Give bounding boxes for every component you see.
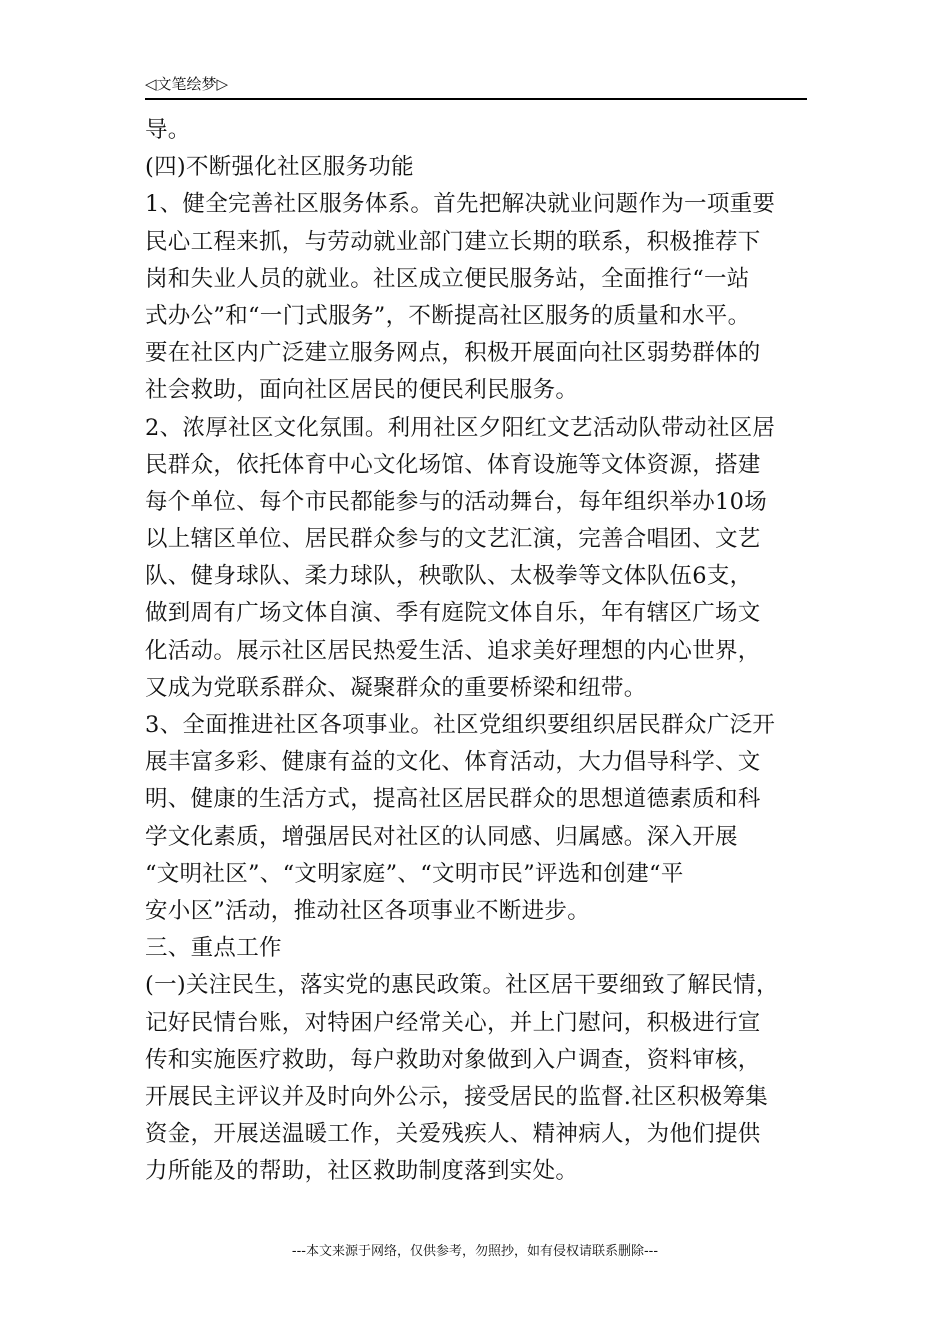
section-heading: (四)不断强化社区服务功能 [145, 154, 414, 181]
body-line: 开展民主评议并及时向外公示，接受居民的监督.社区积极筹集 [145, 1083, 769, 1110]
body-line: 明、健康的生活方式，提高社区居民群众的思想道德素质和科 [145, 786, 761, 813]
section-heading: 三、重点工作 [145, 935, 282, 962]
body-line: “文明社区”、“文明家庭”、“文明市民”评选和创建“平 [145, 860, 684, 887]
body-line: 学文化素质，增强居民对社区的认同感、归属感。深入开展 [145, 823, 738, 850]
body-line: 导。 [145, 117, 191, 143]
body-line: 资金，开展送温暖工作，关爱残疾人、精神病人，为他们提供 [145, 1121, 761, 1148]
body-line: 化活动。展示社区居民热爱生活、追求美好理想的内心世界， [145, 637, 761, 664]
body-line: 安小区”活动，推动社区各项事业不断进步。 [145, 897, 591, 924]
body-line: 每个单位、每个市民都能参与的活动舞台，每年组织举办10场 [145, 488, 768, 515]
page-header [145, 74, 807, 100]
body-line: 要在社区内广泛建立服务网点，积极开展面向社区弱势群体的 [145, 340, 761, 367]
page-footer: ---本文来源于网络，仅供参考，勿照抄，如有侵权请联系删除--- [291, 1244, 659, 1259]
body-line: 做到周有广场文体自演、季有庭院文体自乐，年有辖区广场文 [145, 600, 761, 627]
body-line: 传和实施医疗救助，每户救助对象做到入户调查，资料审核， [145, 1046, 761, 1073]
body-line: 民心工程来抓，与劳动就业部门建立长期的联系，积极推荐下 [145, 228, 761, 255]
body-line: 式办公”和“一门式服务”，不断提高社区服务的质量和水平。 [145, 302, 751, 329]
body-line: 以上辖区单位、居民群众参与的文艺汇演，完善合唱团、文艺 [145, 526, 761, 553]
document-body [145, 112, 807, 1190]
body-line: 岗和失业人员的就业。社区成立便民服务站，全面推行“一站 [145, 265, 750, 292]
body-line: 又成为党联系群众、凝聚群众的重要桥梁和纽带。 [145, 674, 647, 701]
body-line: 2、浓厚社区文化氛围。利用社区夕阳红文艺活动队带动社区居 [145, 414, 776, 441]
body-line: (一)关注民生，落实党的惠民政策。社区居干要细致了解民情， [145, 972, 779, 999]
body-line: 展丰富多彩、健康有益的文化、体育活动，大力倡导科学、文 [145, 749, 761, 776]
body-line: 队、健身球队、柔力球队，秧歌队、太极拳等文体队伍6支， [145, 563, 753, 590]
body-line: 民群众，依托体育中心文化场馆、体育设施等文体资源，搭建 [145, 451, 761, 478]
body-line: 力所能及的帮助，社区救助制度落到实处。 [145, 1158, 579, 1185]
body-line: 社会救助，面向社区居民的便民利民服务。 [145, 377, 579, 404]
header-title: ◁文笔绘梦▷ [145, 75, 229, 93]
body-line: 1、健全完善社区服务体系。首先把解决就业问题作为一项重要 [145, 191, 776, 218]
body-line: 3、全面推进社区各项事业。社区党组织要组织居民群众广泛开 [145, 712, 776, 738]
body-line: 记好民情台账，对特困户经常关心，并上门慰问，积极进行宣 [145, 1009, 761, 1036]
